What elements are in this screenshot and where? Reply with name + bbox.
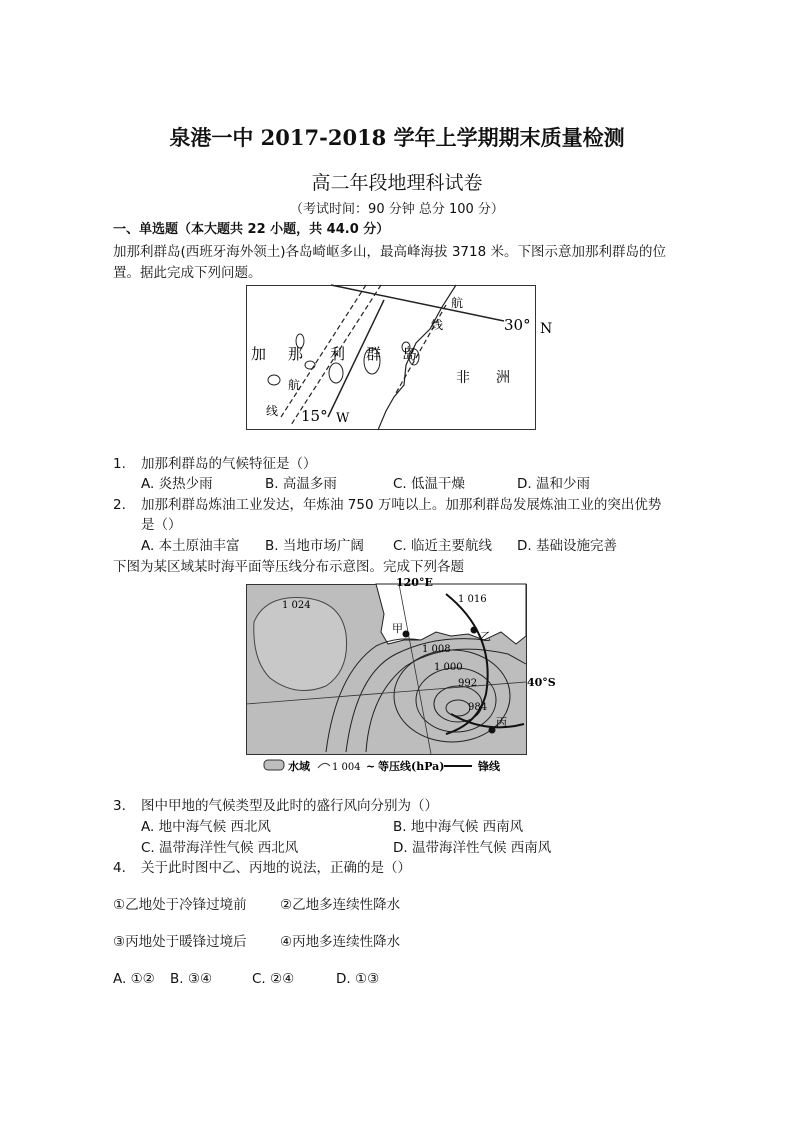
q1-option-c: C. 低温干燥 (393, 476, 466, 492)
map1-africa-char-2: 洲 (496, 370, 510, 386)
isobar-992: 992 (458, 678, 478, 689)
q3-option-b: B. 地中海气候 西南风 (393, 819, 524, 835)
map1-region-char-2: 那 (288, 345, 304, 363)
q3-option-a: A. 地中海气候 西北风 (141, 819, 271, 835)
svg-text:~: ~ (366, 760, 376, 773)
legend-isobar-value: 1 004 (332, 762, 361, 773)
place-bing: 丙 (496, 716, 507, 729)
map1-region-char-4: 群 (366, 345, 382, 363)
map1-region-char-3: 利 (330, 345, 346, 363)
q4-stem: 关于此时图中乙、丙地的说法，正确的是（） (141, 860, 411, 876)
q4-option-a: A. ①② (113, 971, 155, 987)
exam-info: （考试时间：90 分钟 总分 100 分） (290, 202, 504, 217)
q3-stem: 图中甲地的气候类型及此时的盛行风向分别为（） (141, 798, 438, 814)
q3-option-d: D. 温带海洋性气候 西南风 (393, 840, 552, 856)
map1-route-left-char-1: 航 (288, 378, 301, 392)
section-heading: 一、单选题（本大题共 22 小题，共 44.0 分） (113, 222, 390, 237)
legend-water: 水域 (288, 760, 310, 773)
q3-option-c: C. 温带海洋性气候 西北风 (141, 840, 299, 856)
q1-number: 1. (113, 456, 126, 472)
q2-option-c: C. 临近主要航线 (393, 538, 493, 554)
map1-route-char-2: 线 (431, 318, 444, 332)
q4-statement-4: ④丙地多连续性降水 (280, 934, 401, 950)
q3-number: 3. (113, 798, 126, 814)
q2-option-a: A. 本土原油丰富 (141, 538, 240, 554)
map2-lon-label: 120°E (396, 576, 433, 589)
q2-stem: 加那利群岛炼油工业发达，年炼油 750 万吨以上。加那利群岛发展炼油工业的突出优势 (141, 497, 662, 513)
isobar-984: 984 (468, 702, 488, 713)
q2-option-b: B. 当地市场广阔 (265, 538, 364, 554)
map1-route-char-1: 航 (451, 296, 464, 310)
intro-line-1: 加那利群岛(西班牙海外领土)各岛崎岖多山，最高峰海拔 3718 米。下图示意加那利群岛的位 (113, 244, 666, 260)
map1-w-label: W (336, 411, 350, 426)
q1-option-b: B. 高温多雨 (265, 476, 337, 492)
isobar-1008: 1 008 (422, 644, 451, 655)
q1-option-d: D. 温和少雨 (517, 476, 590, 492)
isobar-1024: 1 024 (282, 600, 311, 611)
q4-option-b: B. ③④ (170, 971, 213, 987)
isobar-1000: 1 000 (434, 662, 463, 673)
exam-subtitle: 高二年段地理科试卷 (311, 172, 483, 194)
legend-isobar: 等压线(hPa) (378, 760, 445, 773)
isobar-map (246, 574, 556, 776)
map1-route-left-char-2: 线 (266, 404, 279, 418)
map1-lat-label: 30° (504, 316, 531, 334)
q4-statement-2: ②乙地多连续性降水 (280, 897, 401, 913)
q4-statement-3: ③丙地处于暖锋过境后 (113, 934, 247, 950)
canary-islands-map (246, 285, 553, 430)
q2-stem-line-2: 是（） (141, 517, 182, 533)
map2-lat-label: 40°S (527, 676, 556, 689)
intro-line-2: 置。据此完成下列问题。 (113, 265, 262, 281)
isobar-1016: 1 016 (458, 594, 487, 605)
map2-intro: 下图为某区域某时海平面等压线分布示意图。完成下列各题 (113, 559, 464, 575)
map1-region-char-1: 加 (251, 345, 267, 363)
map1-africa-char-1: 非 (456, 370, 470, 386)
q4-option-c: C. ②④ (252, 971, 295, 987)
q1-option-a: A. 炎热少雨 (141, 476, 213, 492)
q1-stem: 加那利群岛的气候特征是（） (141, 456, 317, 472)
q4-option-d: D. ①③ (336, 971, 380, 987)
map1-n-label: N (540, 321, 553, 337)
exam-title: 泉港一中 2017-2018 学年上学期期末质量检测 (169, 125, 625, 150)
q4-statement-1: ①乙地处于冷锋过境前 (113, 897, 247, 913)
q4-number: 4. (113, 860, 126, 876)
map1-region-char-5: 岛 (402, 345, 418, 363)
q2-number: 2. (113, 497, 126, 513)
place-jia: 甲 (392, 622, 403, 635)
place-yi: 乙 (480, 630, 491, 643)
legend-front: 锋线 (478, 760, 500, 773)
map1-lon-label: 15° (301, 407, 328, 425)
q2-option-d: D. 基础设施完善 (517, 538, 617, 554)
